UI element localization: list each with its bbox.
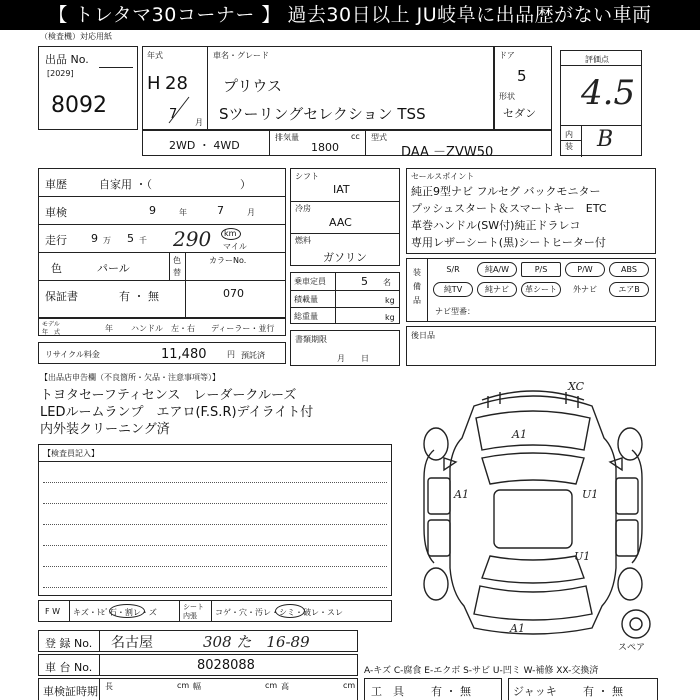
equipment-box: [406, 258, 656, 322]
model-name: プリウス: [223, 77, 282, 95]
score-label: 評価点: [585, 55, 609, 64]
model-year-dealer: ディーラー・並行: [211, 324, 275, 333]
registration-label: 書類期限: [295, 335, 327, 344]
defects-row: [38, 600, 392, 622]
shift-label: シフト: [295, 172, 319, 181]
later-date-label: 後日品: [411, 331, 435, 340]
mileage-sen-unit: 千: [139, 236, 147, 245]
inspector-box: [38, 444, 392, 596]
tools-value: 有 ・ 無: [431, 685, 471, 698]
equip-leather: 革シート: [521, 282, 561, 297]
inspector-title: 【検査員記入】: [43, 449, 99, 458]
jack-box: [508, 678, 658, 700]
grade-name: Sツーリングセレクション TSS: [219, 105, 426, 123]
door-value: 5: [517, 67, 527, 85]
cert-length-unit: cm: [177, 681, 190, 690]
shape-label: 形状: [499, 92, 515, 101]
fuel-value: ガソリン: [323, 251, 367, 264]
color-value: パール: [97, 262, 130, 275]
type-label: 型式: [371, 133, 387, 142]
cert-length: 長: [105, 682, 113, 691]
aircon-value: AAC: [329, 216, 352, 229]
notes-line-3: 内外装クリーニング済: [40, 422, 170, 437]
recycle-box: [38, 342, 286, 364]
color-change-2: 替: [173, 268, 181, 277]
spec-row: [142, 130, 552, 160]
details-box: [38, 168, 286, 318]
interior-label-1: 内: [565, 130, 573, 139]
color-code: 070: [223, 287, 244, 300]
name-label: 車名・グレード: [213, 51, 269, 60]
inspection-label: 車検: [45, 206, 67, 219]
equip-pw: P/W: [565, 262, 605, 277]
capacity-unit: 名: [383, 278, 391, 287]
warranty-value: 有 ・ 無: [119, 290, 159, 303]
mark-top: A1: [512, 428, 527, 441]
notes-line-1: トヨタセーフティセンス レーダークルーズ: [40, 388, 297, 403]
cert-height-unit: cm: [343, 681, 356, 690]
load-label: 積載量: [294, 295, 318, 304]
mark-left: A1: [454, 488, 469, 501]
cert-width: 幅: [193, 682, 201, 691]
cert-width-unit: cm: [265, 681, 278, 690]
inspection-month: 7: [217, 204, 224, 217]
cert-height: 高: [281, 682, 289, 691]
chassis-box: [38, 654, 358, 676]
equip-sr: S/R: [446, 265, 460, 274]
equip-ps: P/S: [521, 262, 561, 277]
model-year-label-2: 年 式: [42, 329, 61, 336]
year-month: 7: [169, 107, 178, 122]
tools-label: 工 具: [371, 685, 404, 698]
model-year-row: [38, 318, 286, 336]
recycle-value: 11,480: [161, 347, 207, 362]
chassis-label: 車 台 No.: [45, 661, 93, 674]
aircon-label: 冷房: [295, 204, 311, 213]
mileage-unit-mile: マイル: [223, 242, 247, 251]
displacement-unit: cc: [351, 132, 360, 141]
jack-label: ジャッキ: [513, 685, 557, 698]
door-label: ドア: [499, 51, 515, 60]
shift-value: IAT: [333, 183, 350, 196]
jack-value: 有 ・ 無: [583, 685, 623, 698]
header-note: （検査機）対応用紙: [40, 32, 112, 41]
cert-label: 車検証時期: [43, 685, 98, 698]
recycle-label: リサイクル料金: [45, 350, 100, 359]
defects-sheet-2: 内張: [183, 612, 197, 620]
score-value: 4.5: [581, 73, 636, 113]
defects-sheet-1: シート: [183, 603, 204, 611]
chassis-value: 8028088: [197, 658, 255, 673]
color-label: 色: [51, 262, 62, 275]
mark-bottom: A1: [510, 622, 525, 635]
equipment-label-3: 品: [413, 296, 421, 305]
lot-number: 8092: [51, 93, 107, 118]
equip-airbag: エアB: [609, 282, 649, 297]
equip-alloy-wheel: 純A/W: [477, 262, 517, 277]
mileage-handwritten: 290: [173, 227, 212, 251]
color-change-1: 色: [173, 256, 181, 265]
registration-period-box: [290, 330, 400, 366]
mileage-label: 走行: [45, 234, 67, 247]
registration-no-box: [38, 630, 358, 652]
model-year-handle: ハンドル 左・右: [131, 324, 195, 333]
defects-fw: F W: [45, 607, 61, 616]
door-box: [494, 46, 552, 130]
interior-label-2: 装: [565, 142, 573, 151]
inspection-month-unit: 月: [247, 208, 255, 217]
score-box: [560, 50, 642, 156]
type-value: DAA －ZVW50: [401, 145, 494, 160]
equipment-label-1: 装: [413, 268, 421, 277]
equip-abs: ABS: [609, 262, 649, 277]
recycle-unit: 円: [227, 350, 235, 359]
mileage-man-unit: 万: [103, 236, 111, 245]
spare-label: スペア: [618, 643, 646, 653]
warranty-label: 保証書: [45, 290, 78, 303]
gross-unit: kg: [385, 313, 395, 322]
year-value: 28: [165, 73, 188, 94]
load-unit: kg: [385, 296, 395, 305]
model-year-year: 年: [105, 324, 113, 333]
registration-plate: 308 た 16-89: [203, 633, 310, 651]
year-name-box: [142, 46, 494, 130]
year-label: 年式: [147, 51, 163, 60]
equip-navi: 純ナビ: [477, 282, 517, 297]
defect-legend: A-キズ C-腐食 E-エクボ S-サビ U-凹ミ W-補修 XX-交換済: [364, 666, 599, 676]
notes-line-2: LEDルームランプ エアロ(F.S.R)デイライト付: [40, 405, 314, 420]
fuel-label: 燃料: [295, 236, 311, 245]
equip-navi-model: ナビ型番：: [435, 307, 475, 316]
history-label: 車歴: [45, 178, 67, 191]
later-date-box: [406, 326, 656, 366]
cert-box: [38, 678, 358, 700]
registration-unit: 月 日: [337, 354, 369, 363]
year-era: H: [147, 73, 161, 94]
model-year-label-1: モデル: [42, 321, 60, 328]
sales-point-line-4: 専用レザーシート(黒)シートヒーター付: [411, 236, 606, 249]
mileage-unit-km: km: [224, 229, 237, 238]
displacement-label: 排気量: [275, 133, 299, 142]
shape-value: セダン: [503, 107, 537, 120]
history-value: 自家用 ・（ ）: [99, 178, 251, 191]
recycle-note: 預託済: [241, 351, 265, 360]
displacement-value: 1800: [311, 141, 339, 154]
drive-value: 2WD ・ 4WD: [169, 139, 240, 152]
gross-label: 総重量: [294, 312, 318, 321]
tools-box: [364, 678, 502, 700]
mileage-sen: 5: [127, 232, 134, 245]
inspection-year-unit: 年: [179, 208, 187, 217]
capacity-label: 乗車定員: [294, 277, 326, 286]
sales-point-line-1: 純正9型ナビ フルセグ バックモニター: [411, 185, 601, 198]
mechanical-box: [290, 168, 400, 266]
capacity-box: [290, 272, 400, 324]
banner: 【 トレタマ30コーナー 】 過去30日以上 JU岐阜に出品歴がない車両: [0, 0, 700, 30]
lot-box: [38, 46, 138, 130]
mark-right: U1: [582, 488, 599, 501]
registration-no-label: 登 録 No.: [45, 637, 93, 650]
equip-tv: 純TV: [433, 282, 473, 297]
registration-city: 名古屋: [111, 635, 153, 651]
defects-sheet-items: コゲ・穴・汚レ・シミ・破レ・スレ: [215, 608, 343, 617]
sales-point-line-3: 革巻ハンドル(SW付)純正ドラレコ: [411, 219, 581, 232]
year-month-unit: 月: [195, 118, 203, 127]
sales-points-label: セールスポイント: [411, 172, 475, 181]
inspection-year: 9: [149, 204, 156, 217]
lot-label: 出品 No.: [45, 53, 89, 66]
color-code-label: カラーNo.: [209, 256, 247, 265]
car-diagram: [404, 378, 662, 648]
interior-value: B: [597, 127, 614, 152]
mark-rear-right: U1: [574, 550, 591, 563]
capacity-value: 5: [361, 275, 368, 288]
defects-items: キズ・ﾄﾋﾞ石・割レ・ズ: [73, 608, 157, 617]
equip-ext-navi: 外ナビ: [573, 285, 597, 294]
sales-point-line-2: プッシュスタート＆スマートキー ETC: [411, 202, 607, 215]
notes-title: 【出品店申告欄（不良箇所・欠品・注意事項等）】: [40, 373, 220, 382]
equipment-label-2: 備: [413, 282, 421, 291]
lot-code: [2029]: [47, 69, 74, 78]
mileage-man: 9: [91, 232, 98, 245]
mark-corner: XC: [568, 380, 585, 393]
sales-points-box: [406, 168, 656, 254]
